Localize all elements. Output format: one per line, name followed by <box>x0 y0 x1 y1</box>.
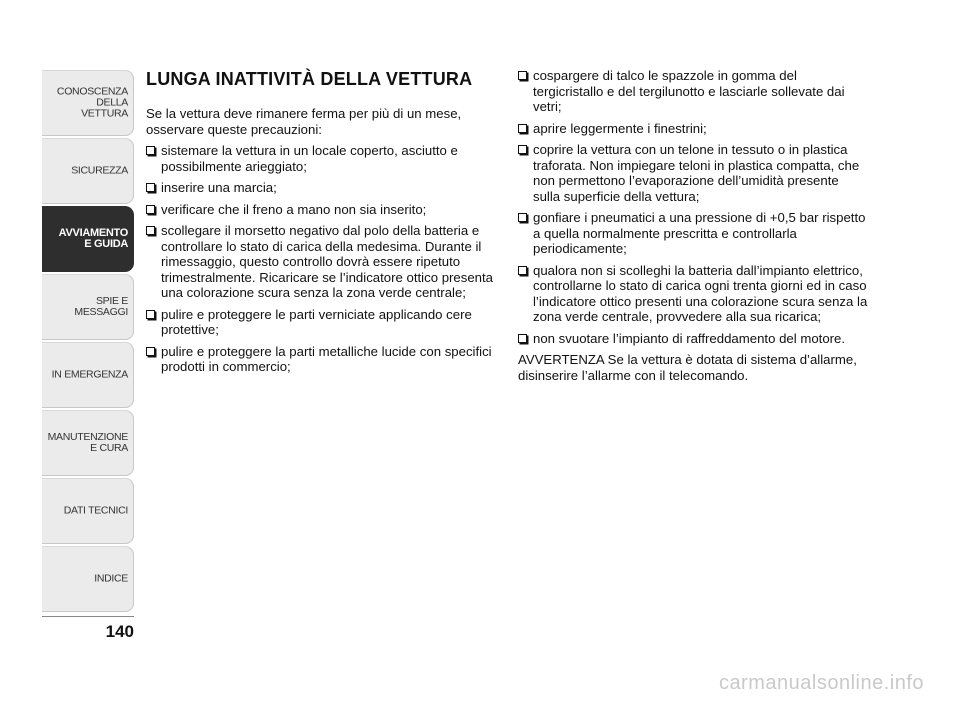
list-item-text: inserire una marcia; <box>161 180 277 195</box>
tab-sicurezza[interactable] <box>42 138 134 204</box>
checkbox-bullet-icon <box>518 124 527 133</box>
list-item-text: pulire e proteggere le parti verniciate applicando cere protettive; <box>161 306 472 337</box>
list-item <box>518 210 868 257</box>
list-item-text: qualora non si scolleghi la batteria dall’impianto elettrico, controllarne lo stato di carica ogni trenta giorni ed in caso l’indicatore ottico presenti una colorazione scura senza la zona verde centrale, provvedere alla sua ricarica; <box>533 262 868 324</box>
checkbox-bullet-icon <box>518 266 527 275</box>
page-title: LUNGA INATTIVITÀ DELLA VETTURA <box>146 69 473 89</box>
checkbox-bullet-icon <box>146 347 155 356</box>
list-item-text: non svuotare l’impianto di raffreddamento del motore. <box>533 330 846 346</box>
list-item <box>518 331 868 347</box>
warning-note: AVVERTENZA Se la vettura è dotata di sistema d’allarme, disinserire l’allarme con il telecomando. <box>518 352 857 383</box>
list-item-text: scollegare il morsetto negativo dal polo della batteria e controllare lo stato di carica della medesima. Durante il rimessaggio, questo controllo dovrà essere ripetuto trimestralmente. Ricaricare se l’indicatore ottico presenta una colorazione scura senza la zona verde centrale; <box>161 223 494 300</box>
tab-label: SPIE E MESSAGGI <box>74 295 128 318</box>
tab-conoscenza-della-vettura[interactable] <box>42 70 134 136</box>
list-item-text: coprire la vettura con un telone in tessuto o in plastica traforata. Non impiegare teloni in plastica compatta, che non permettono l’evaporazione dell’umidità presente sulla superficie della vettura; <box>533 142 860 204</box>
tab-avviamento-e-guida[interactable] <box>42 206 134 272</box>
tab-spie-e-messaggi[interactable] <box>42 274 134 340</box>
list-item-text: cospargere di talco le spazzole in gomma del tergicristallo e del tergilunotto e lasciarle sollevate dai vetri; <box>533 68 845 114</box>
tab-manutenzione-e-cura[interactable] <box>42 410 134 476</box>
list-item <box>146 307 498 338</box>
list-item <box>518 68 868 115</box>
tab-label: SICUREZZA <box>71 164 128 177</box>
tab-in-emergenza[interactable] <box>42 342 134 408</box>
list-item <box>518 121 868 137</box>
tab-dati-tecnici[interactable] <box>42 478 134 544</box>
page-number: 140 <box>105 622 134 641</box>
list-item-text: sistemare la vettura in un locale coperto, asciutto e possibilmente arieggiato; <box>161 143 458 174</box>
tab-indice[interactable] <box>42 546 134 612</box>
section-tabs <box>42 70 134 614</box>
list-item-text: verificare che il freno a mano non sia inserito; <box>161 201 427 217</box>
list-item <box>518 263 868 325</box>
tab-label: IN EMERGENZA <box>51 368 128 381</box>
list-item-text: gonfiare i pneumatici a una pressione di +0,5 bar rispetto a quella normalmente prescritta e controllarla periodicamente; <box>533 210 866 256</box>
list-item <box>146 202 498 218</box>
intro-paragraph: Se la vettura deve rimanere ferma per più di un mese, osservare queste precauzioni: <box>146 106 462 137</box>
list-item <box>518 142 868 204</box>
list-item <box>146 223 498 301</box>
checkbox-bullet-icon <box>518 213 527 222</box>
watermark: carmanualsonline.info <box>718 672 924 694</box>
tab-label: MANUTENZIONE E CURA <box>47 431 128 454</box>
checkbox-bullet-icon <box>518 334 527 343</box>
tab-label: DATI TECNICI <box>63 504 128 517</box>
list-item <box>146 180 498 196</box>
right-column <box>518 68 868 396</box>
checkbox-bullet-icon <box>146 183 155 192</box>
checkbox-bullet-icon <box>518 71 527 80</box>
tab-label: CONOSCENZA DELLA VETTURA <box>56 85 128 120</box>
tab-label: INDICE <box>94 572 128 585</box>
list-item <box>146 143 498 174</box>
checkbox-bullet-icon <box>146 226 155 235</box>
tab-label: AVVIAMENTO E GUIDA <box>58 227 128 250</box>
list-item <box>146 344 498 375</box>
left-column <box>146 68 498 381</box>
checkbox-bullet-icon <box>146 146 155 155</box>
checkbox-bullet-icon <box>146 310 155 319</box>
list-item-text: aprire leggermente i finestrini; <box>533 120 707 136</box>
divider <box>42 616 134 617</box>
checkbox-bullet-icon <box>518 145 527 154</box>
checkbox-bullet-icon <box>146 205 155 214</box>
list-item-text: pulire e proteggere la parti metalliche lucide con specifici prodotti in commercio; <box>161 343 492 374</box>
